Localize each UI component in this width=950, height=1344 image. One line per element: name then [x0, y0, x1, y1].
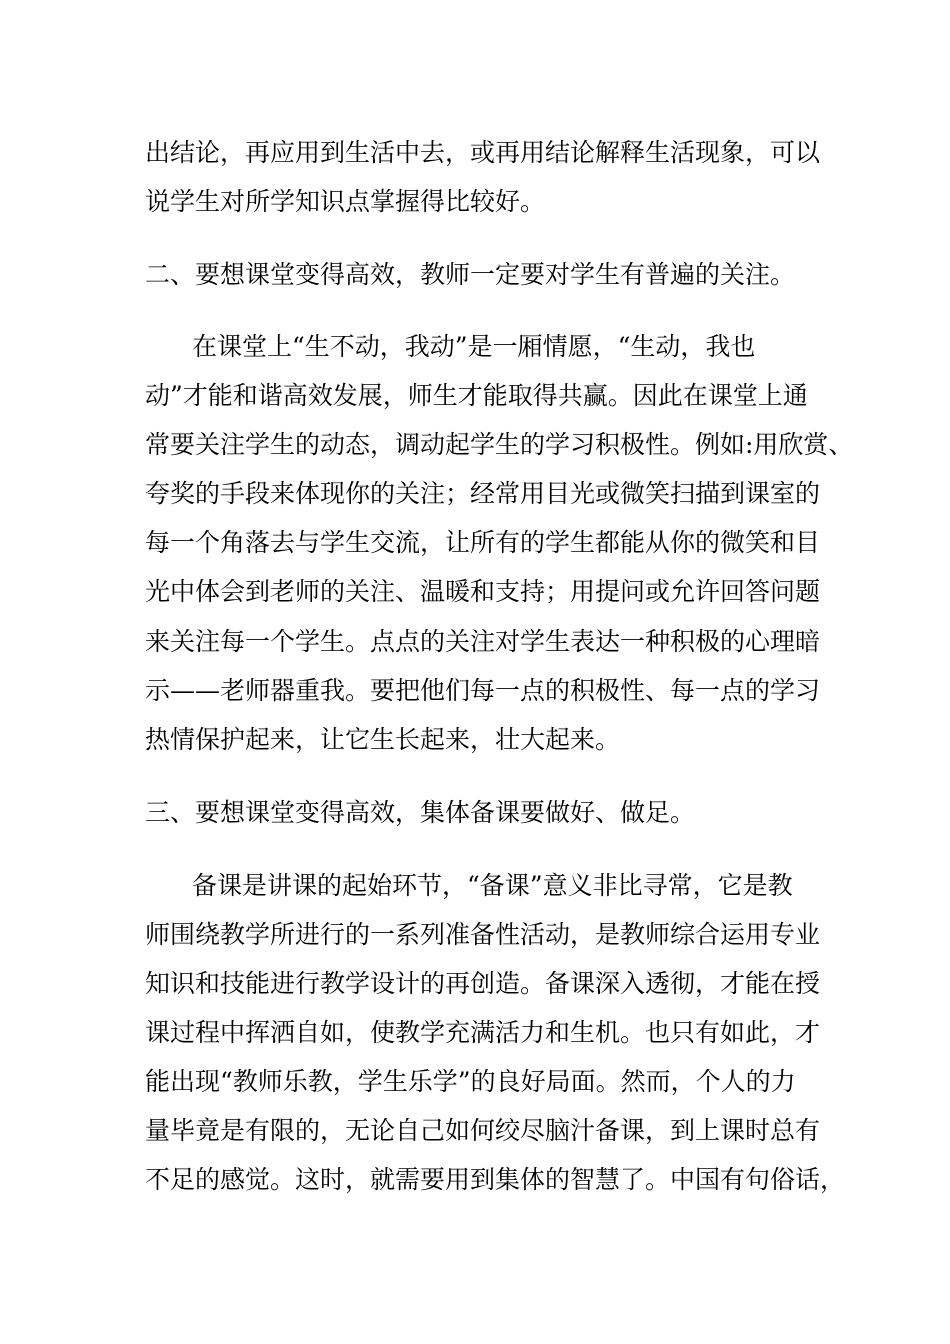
text-line: 能出现“教师乐教，学生乐学”的良好局面。然而，个人的力	[145, 1067, 796, 1096]
text-line: 热情保护起来，让它生长起来，壮大起来。	[145, 725, 621, 754]
text-line: 光中体会到老师的关注、温暖和支持；用提问或允许回答问题	[145, 577, 821, 606]
text-line: 师围绕教学所进行的一系列准备性活动，是教师综合运用专业	[145, 920, 821, 949]
text-line: 示——老师器重我。要把他们每一点的积极性、每一点的学习	[145, 676, 821, 705]
section-heading: 三、要想课堂变得高效，集体备课要做好、做足。	[145, 798, 696, 827]
text-line: 夸奖的手段来体现你的关注；经常用目光或微笑扫描到课室的	[145, 479, 821, 508]
text-line: 来关注每一个学生。点点的关注对学生表达一种积极的心理暗	[145, 627, 821, 656]
text-line: 出结论，再应用到生活中去，或再用结论解释生活现象，可以	[145, 138, 821, 167]
text-line: 常要关注学生的动态，调动起学生的学习积极性。例如:用欣赏、	[145, 430, 854, 459]
text-line: 知识和技能进行教学设计的再创造。备课深入透彻，才能在授	[145, 969, 821, 998]
text-line: 动”才能和谐高效发展，师生才能取得共赢。因此在课堂上通	[145, 381, 808, 410]
text-line: 说学生对所学知识点掌握得比较好。	[145, 187, 546, 216]
text-line: 每一个角落去与学生交流，让所有的学生都能从你的微笑和目	[145, 528, 821, 557]
text-line: 量毕竟是有限的，无论自己如何绞尽脑汁备课，到上课时总有	[145, 1116, 821, 1145]
text-line: 在课堂上“生不动，我动”是一厢情愿，“生动，我也	[192, 332, 756, 361]
text-line: 备课是讲课的起始环节，“备课”意义非比寻常，它是教	[192, 871, 793, 900]
text-line: 不足的感觉。这时，就需要用到集体的智慧了。中国有句俗话，	[145, 1165, 846, 1194]
section-heading: 二、要想课堂变得高效，教师一定要对学生有普遍的关注。	[145, 260, 796, 289]
text-line: 课过程中挥洒自如，使教学充满活力和生机。也只有如此，才	[145, 1018, 821, 1047]
